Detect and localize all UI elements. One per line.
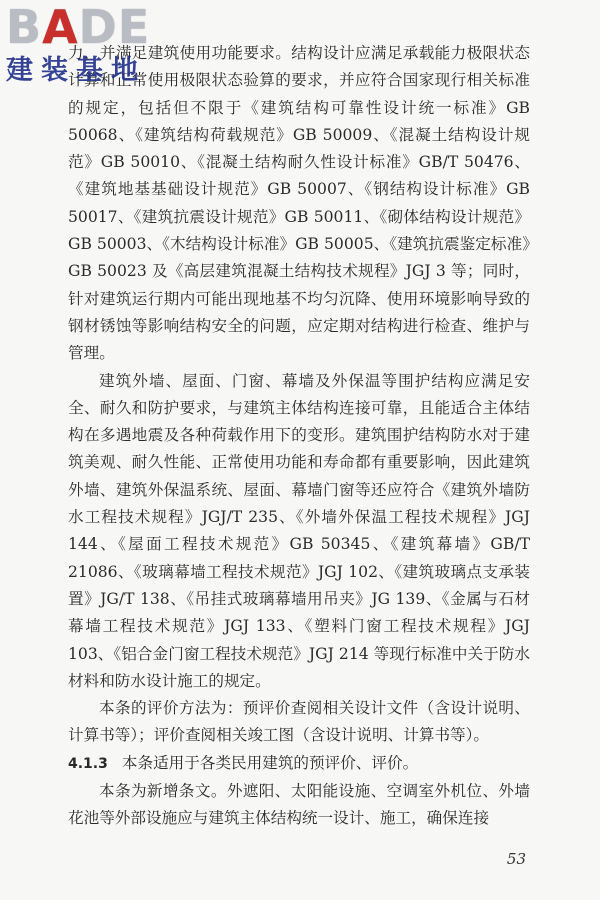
watermark-logo [6,0,176,96]
paragraph-structure-standards: 力，并满足建筑使用功能要求。结构设计应满足承载能力极限状态计算和正常使用极限状态验算的要求，并应符合国家现行相关标准的规定，包括但不限于《建筑结构可靠性设计统一标准》GB 50068、《建筑结构荷载规范》GB 50009、《混凝土结构设计规范》GB 50010、《混凝土结构耐久性设计标准》GB/T 50476、《建筑地基基础设计规范》GB 50007、《钢结构设计标准》GB 50017、《建筑抗震设计规范》GB 50011、《砌体结构设计规范》GB 50003、《木结构设计标准》GB 50005、《建筑抗震鉴定标准》GB 50023 及《高层建筑混凝土结构技术规程》JGJ 3 等；同时，针对建筑运行期内可能出现地基不均匀沉降、使用环境影响导致的钢材锈蚀等影响结构安全的问题，应定期对结构进行检查、维护与管理。 [68,44,530,363]
paragraph-evaluation-method: 本条的评价方法为：预评价查阅相关设计文件（含设计说明、计算书等）；评价查阅相关竣工图（含设计说明、计算书等）。 [68,699,530,745]
logo-cjk-text: 建装基地 [6,55,146,86]
logo-latin-text: BADE [6,0,151,54]
clause-text: 本条适用于各类民用建筑的预评价、评价。 [121,753,419,772]
clause-heading [68,750,530,778]
clause-number: 4.1.3 [68,755,108,772]
page-number: 53 [506,850,526,868]
paragraph-new-clause: 本条为新增条文。外遮阳、太阳能设施、空调室外机位、外墙花池等外部设施应与建筑主体结构统一设计、施工，确保连接 [68,782,530,828]
body-text [68,40,530,833]
paragraph-envelope-requirements: 建筑外墙、屋面、门窗、幕墙及外保温等围护结构应满足安全、耐久和防护要求，与建筑主体结构连接可靠，且能适合主体结构在多遇地震及各种荷载作用下的变形。建筑围护结构防水对于建筑美观、耐久性能、正常使用功能和寿命都有重要影响，因此建筑外墙、建筑外保温系统、屋面、幕墙门窗等还应符合《建筑外墙防水工程技术规程》JGJ/T 235、《外墙外保温工程技术规程》JGJ 144、《屋面工程技术规范》GB 50345、《建筑幕墙》GB/T 21086、《玻璃幕墙工程技术规范》JGJ 102、《建筑玻璃点支承装置》JG/T 138、《吊挂式玻璃幕墙用吊夹》JG 139、《金属与石材幕墙工程技术规范》JGJ 133、《塑料门窗工程技术规程》JGJ 103、《铝合金门窗工程技术规范》JGJ 214 等现行标准中关于防水材料和防水设计施工的规定。 [68,371,530,690]
